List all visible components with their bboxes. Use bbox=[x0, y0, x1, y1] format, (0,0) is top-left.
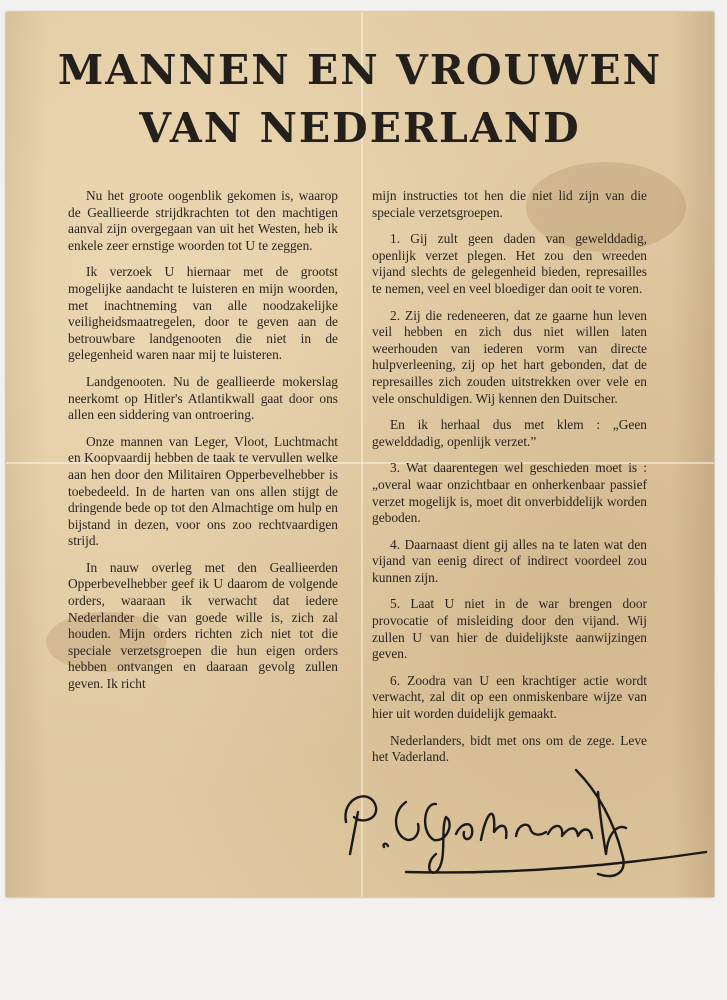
order-paragraph: 3. Wat daarentegen wel geschieden moet is : „overal waar onzichtbaar en onherkenbaar passief verzet mogelijk is, moet dit onverbiddelijk worden geboden. bbox=[372, 460, 647, 526]
signature-icon bbox=[336, 762, 714, 892]
leaflet-sheet bbox=[6, 12, 714, 897]
order-paragraph: En ik herhaal dus met klem : „Geen gewelddadig, openlijk verzet.” bbox=[372, 417, 647, 449]
order-paragraph: 2. Zij die redeneeren, dat ze gaarne hun leven veil hebben en zich dus niet willen laten weerhouden van iederen vorm van directe hulpverleening, zij op het hart gebonden, dat de represailles zich zouden uitstrekken over vele en vele onschuldigen. Wij kennen den Duitscher. bbox=[372, 307, 647, 406]
order-paragraph: 5. Laat U niet in de war brengen door provocatie of misleiding door den vijand. Wij zullen U van hier de duidelijkste aanwijzingen geven. bbox=[372, 596, 647, 662]
paragraph: Landgenooten. Nu de geallieerde mokerslag neerkomt op Hitler's Atlantikwall gaat door ons allen een siddering van ontroering. bbox=[68, 373, 338, 423]
left-column bbox=[68, 188, 338, 703]
title-line-2: VAN NEDERLAND bbox=[139, 104, 581, 152]
paragraph: Nu het groote oogenblik gekomen is, waarop de Geallieerde strijdkrachten tot den machtigen aanval zijn overgegaan van uit het Westen, heb ik enkele zeer ernstige woorden tot U te zeggen. bbox=[68, 188, 338, 253]
title-line-1: MANNEN EN VROUWEN bbox=[57, 46, 663, 94]
pencil-mark: ~ bbox=[605, 871, 613, 885]
continuation-paragraph: mijn instructies tot hen die niet lid zijn van die speciale verzetsgroepen. bbox=[372, 188, 647, 220]
order-paragraph: 1. Gij zult geen daden van gewelddadig, openlijk verzet plegen. Het zou den wreeden vijand slechts de gelegenheid bieden, represailles te nemen, veel en veel bloediger dan ooit te voren. bbox=[372, 231, 647, 296]
right-column bbox=[372, 188, 647, 776]
order-paragraph: 6. Zoodra van U een krachtiger actie wordt verwacht, zal dit op een onmiskenbare wijze van hier uit worden duidelijk gemaakt. bbox=[372, 672, 647, 722]
paragraph: Onze mannen van Leger, Vloot, Luchtmacht en Koopvaardij hebben de taak te vervullen welke aan hen door den Militairen Opperbevelhebber is toebedeeld. In de harten van ons allen stijgt de dringende bede op tot den Almachtige om hulp en bijstand in dezen, voor ons zoo rechtvaardigen strijd. bbox=[68, 433, 338, 549]
order-paragraph: 4. Daarnaast dient gij alles na te laten wat den vijand van eenig direct of indirect voordeel zou kunnen zijn. bbox=[372, 536, 647, 585]
paragraph: Ik verzoek U hiernaar met de grootst mogelijke aandacht te luisteren en mijn woorden, met inachtneming van alle noodzakelijke veiligheidsmaatregelen, door te geven aan de betrouwbare landgenooten die niet in de gelegenheid waren naar mij te luisteren. bbox=[68, 264, 338, 363]
closing-paragraph: Nederlanders, bidt met ons om de zege. Leve het Vaderland. bbox=[372, 732, 647, 765]
paragraph: In nauw overleg met den Geallieerden Opperbevelhebber geef ik U daarom de volgende orders, waaraan ik verwacht dat iedere Nederlander die van goede wille is, zich zal houden. Mijn orders richten zich niet tot die speciale verzetsgroepen die hun eigen orders hebben ontvangen en daaraan gevolg zullen geven. Ik richt bbox=[68, 559, 338, 692]
